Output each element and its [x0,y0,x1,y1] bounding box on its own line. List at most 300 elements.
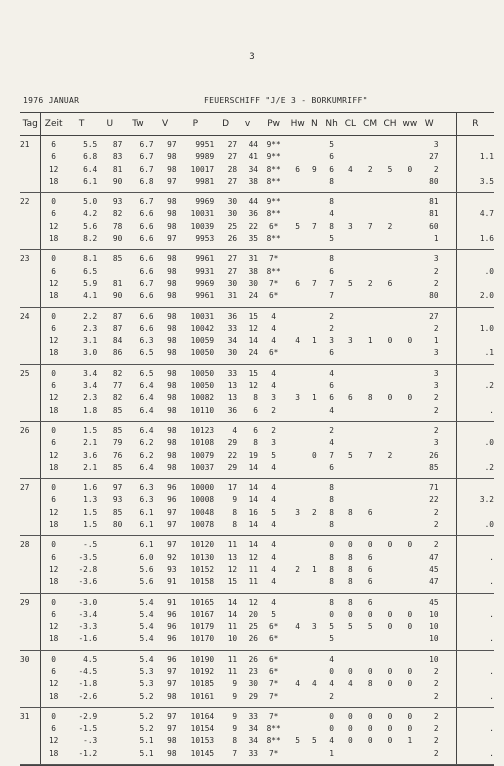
cell-hw [289,633,306,650]
cell-n [306,233,323,250]
cell-tw: 6.7 [139,278,154,288]
cell-hw: 2 [295,564,300,574]
cell-spacer [439,380,457,392]
cell-cm [360,519,380,536]
cell-cm [360,208,380,220]
cell-u: 79 [112,438,123,448]
cell-t: 4.1 [66,290,97,307]
cell-d: 34 [227,336,238,346]
cell-n: 0 [312,450,317,460]
cell-v-speed: 15 [248,311,258,321]
cell-v-speed: 36 [248,209,258,219]
cell-cm [360,421,380,437]
cell-u [97,666,122,678]
cell-cm: 0 [367,724,373,734]
cell-r [456,364,494,380]
cell-v: 98 [167,368,177,378]
cell-u: 97 [112,483,123,493]
cell-tw: 6.6 [139,221,154,231]
cell-ww [400,278,420,290]
cell-ch: 0 [387,540,393,550]
cell-d: 14 [227,597,238,607]
cell-nh: 0 [329,540,334,550]
cell-cm [360,633,380,650]
cell-ww: 0 [407,711,413,721]
cell-hw [289,233,306,250]
cell-u: 82 [112,368,123,378]
cell-r: .1 [456,347,494,364]
cell-ww: 0 [407,336,413,346]
cell-v: 98 [167,438,177,448]
cell-d: 12 [227,564,238,574]
cell-ch: 5 [387,164,393,174]
cell-spacer [439,576,457,593]
cell-tag [20,437,41,449]
cell-hw [289,666,306,678]
cell-pw: 4 [271,311,276,321]
cell-v-speed: 20 [248,609,258,619]
cell-p: 10110 [177,405,215,422]
cell-ww [400,650,420,666]
cell-u [97,707,122,723]
cell-zeit: 0 [41,193,66,209]
cell-spacer [439,364,457,380]
cell-d: 14 [227,609,238,619]
cell-n: 1 [312,336,317,346]
cell-cm [360,462,380,479]
cell-pw: 6* [268,221,279,231]
table-row [20,176,494,193]
cell-v-speed: 12 [248,552,258,562]
cell-ch: 0 [387,736,393,746]
cell-t: 3.4 [83,368,98,378]
cell-zeit: 6 [41,208,66,220]
cell-r: .2 [456,462,494,479]
cell-v: 98 [154,347,177,364]
cell-ww [400,479,420,495]
cell-spacer [439,748,457,765]
cell-t: 8.1 [83,254,98,264]
cell-zeit: 18 [41,519,66,536]
cell-w: 85 [420,462,439,479]
cell-p: 9961 [195,254,215,264]
col-header-v: V [154,113,177,136]
cell-zeit: 0 [41,707,66,723]
cell-cl: 0 [348,711,353,721]
cell-t: 5.9 [83,278,98,288]
cell-tag [20,723,41,735]
cell-u [97,266,122,278]
cell-pw: 4 [271,336,276,346]
cell-u: 81 [112,164,123,174]
cell-cl [340,193,360,209]
cell-v-speed: 11 [237,576,258,593]
cell-cl [340,233,360,250]
cell-d: 33 [227,323,238,333]
cell-ww [400,450,420,462]
cell-tw: 6.5 [139,368,154,378]
cell-v-speed: 44 [248,197,258,207]
cell-zeit: 6 [41,323,66,335]
cell-w: 1 [420,233,439,250]
cell-r: 3.2 [456,494,494,506]
cell-r [456,335,494,347]
cell-v: 98 [167,323,177,333]
cell-hw [289,176,306,193]
cell-n [306,536,323,552]
cell-t: 6.8 [83,152,98,162]
cell-pw: 8** [266,266,281,276]
cell-v: 97 [154,519,177,536]
table-row [20,347,494,364]
cell-pw: 6* [268,666,279,676]
cell-tw: 6.1 [139,540,154,550]
cell-n: 1 [312,393,317,403]
cell-ww [400,364,420,380]
cell-u: 82 [112,393,123,403]
cell-hw [289,576,306,593]
cell-d: 8 [232,736,238,746]
cell-ch [380,250,400,266]
cell-tag: 29 [20,597,30,607]
cell-ww [400,462,420,479]
cell-cl: 0 [348,666,353,676]
cell-t: 1.5 [83,507,98,517]
cell-w: 2 [433,666,439,676]
cell-d: 11 [227,666,238,676]
cell-v: 91 [154,576,177,593]
cell-n [306,666,323,678]
cell-t: 2.2 [83,311,98,321]
cell-t: 6.1 [66,176,97,193]
cell-ch [380,462,400,479]
cell-cl [340,323,360,335]
cell-spacer [439,347,457,364]
cell-w: 27 [429,311,439,321]
cell-cl: 8 [348,564,353,574]
cell-cm: 7 [367,221,373,231]
cell-t: 6.4 [83,164,98,174]
cell-zeit: 18 [41,633,66,650]
cell-cm [360,323,380,335]
cell-p: 10190 [190,654,215,664]
cell-n [306,208,323,220]
table-row [20,748,494,765]
cell-v: 97 [167,507,177,517]
cell-v-speed: 26 [237,633,258,650]
cell-w: 27 [429,152,439,162]
cell-v: 97 [167,679,177,689]
cell-d: 9 [214,691,237,708]
cell-p: 10123 [190,425,215,435]
cell-tw: 5.2 [122,691,153,708]
cell-cm [360,176,380,193]
table-row [20,250,494,266]
cell-cm: 8 [367,393,373,403]
cell-v-speed: 14 [248,495,258,505]
cell-hw [289,519,306,536]
cell-u: 90 [97,290,122,307]
cell-t: -1.8 [78,679,98,689]
cell-r [456,707,494,723]
cell-pw: 8** [266,209,281,219]
ship-title: FEUERSCHIFF "J/E 3 - BORKUMRIFF" [204,96,368,105]
cell-zeit: 6 [41,494,66,506]
table-row [20,552,494,564]
cell-zeit: 12 [41,392,66,404]
cell-d: 11 [227,622,238,632]
cell-pw: 6* [258,347,289,364]
cell-ch [380,364,400,380]
cell-v: 96 [167,495,177,505]
cell-d: 30 [214,347,237,364]
cell-v: 98 [154,748,177,765]
cell-n [306,151,323,163]
cell-d: 30 [227,209,238,219]
cell-ww [400,437,420,449]
cell-tag: 24 [20,311,30,321]
table-row [20,678,494,690]
cell-cm: 6 [367,507,373,517]
cell-spacer [439,151,457,163]
cell-cm [360,650,380,666]
cell-ww: 0 [407,622,413,632]
cell-tag: 30 [20,654,30,664]
cell-zeit: 0 [41,479,66,495]
cell-v-speed: 35 [237,233,258,250]
cell-nh: 8 [329,495,334,505]
cell-v: 96 [154,633,177,650]
cell-cm [360,405,380,422]
cell-ch: 6 [387,278,393,288]
cell-v-speed: 34 [248,736,258,746]
cell-r [456,164,494,176]
cell-n [306,723,323,735]
cell-cm: 6 [360,576,380,593]
cell-w: 47 [420,576,439,593]
cell-pw: 4 [271,323,276,333]
cell-spacer [439,735,457,747]
cell-w: 45 [429,597,439,607]
cell-tag [20,323,41,335]
cell-w: 10 [429,622,439,632]
cell-nh: 8 [323,519,341,536]
cell-w: 60 [429,221,439,231]
col-header-ch: CH [380,113,400,136]
cell-n [306,691,323,708]
col-header-ww: ww [400,113,420,136]
cell-cl [340,266,360,278]
cell-tw: 6.3 [139,495,154,505]
cell-t: -.3 [83,736,98,746]
cell-v: 97 [167,140,177,149]
cell-ww: 0 [407,679,413,689]
cell-u [97,609,122,621]
cell-zeit: 6 [41,552,66,564]
cell-w: 2 [433,736,439,746]
cell-p: 10050 [190,368,215,378]
cell-u: 81 [112,278,123,288]
cell-hw [289,723,306,735]
cell-p: 10161 [177,691,215,708]
cell-tw: 5.2 [139,711,154,721]
cell-nh: 5 [323,233,341,250]
cell-w: 2 [433,724,439,734]
cell-tw: 5.1 [122,748,153,765]
cell-u: 90 [97,176,122,193]
cell-tag: 26 [20,425,30,435]
cell-p: 10031 [190,311,215,321]
cell-v: 96 [167,654,177,664]
cell-ch [380,307,400,323]
cell-r: 3.5 [456,176,494,193]
table-row [20,609,494,621]
cell-u: 93 [112,197,123,207]
cell-w: 81 [429,197,439,207]
cell-spacer [439,564,457,576]
cell-u: 85 [112,425,123,435]
cell-u [97,650,122,666]
cell-tw: 6.7 [139,152,154,162]
table-row [20,364,494,380]
cell-r: . [456,633,494,650]
cell-n [306,479,323,495]
cell-spacer [439,723,457,735]
cell-cm [360,193,380,209]
cell-tag [20,564,41,576]
cell-tag [20,519,41,536]
cell-zeit: 18 [41,576,66,593]
table-row [20,164,494,176]
cell-tw: 6.7 [139,140,154,149]
cell-cm [360,233,380,250]
cell-t: -1.6 [66,633,97,650]
cell-u: 87 [112,323,123,333]
cell-hw [289,323,306,335]
table-row [20,266,494,278]
cell-d: 15 [214,576,237,593]
cell-p: 10130 [190,552,215,562]
cell-n: 9 [312,164,317,174]
cell-v: 97 [154,176,177,193]
cell-spacer [439,552,457,564]
cell-tag [20,233,41,250]
cell-nh: 0 [329,666,334,676]
cell-tw: 6.3 [139,483,154,493]
cell-w: 2 [433,323,439,333]
cell-r: . [456,609,494,621]
cell-ch [380,347,400,364]
cell-zeit: 0 [41,250,66,266]
cell-v: 97 [167,711,177,721]
cell-w: 2 [420,691,439,708]
cell-cm [360,347,380,364]
cell-d: 10 [214,633,237,650]
cell-v: 98 [167,152,177,162]
cell-d: 17 [227,483,238,493]
cell-n: 1 [312,564,317,574]
cell-hw [289,307,306,323]
cell-n [306,421,323,437]
cell-spacer [439,437,457,449]
cell-ww [400,405,420,422]
cell-w: 80 [420,176,439,193]
cell-hw [289,748,306,765]
cell-pw: 7* [268,679,279,689]
cell-p: 10170 [177,633,215,650]
cell-n [306,576,323,593]
cell-u: 85 [97,462,122,479]
cell-n [306,323,323,335]
cell-pw: 2 [258,405,289,422]
cell-tag: 28 [20,540,30,550]
cell-cl [340,380,360,392]
cell-ww [400,421,420,437]
cell-cl: 5 [348,450,353,460]
cell-cm: 0 [367,711,373,721]
cell-w: 2 [433,540,439,550]
cell-ww [400,576,420,593]
cell-v-speed: 31 [248,254,258,264]
cell-pw: 7* [268,278,279,288]
cell-w: 2 [433,679,439,689]
cell-p: 10042 [190,323,215,333]
cell-cl [340,176,360,193]
table-row [20,437,494,449]
cell-hw [289,347,306,364]
cell-u: 83 [112,152,123,162]
cell-p: 10192 [190,666,215,676]
cell-w: 3 [433,368,439,378]
cell-r [456,678,494,690]
cell-cm [360,266,380,278]
cell-pw: 9** [266,152,281,162]
cell-u: 78 [112,221,123,231]
cell-w: 2 [420,405,439,422]
cell-v: 98 [167,425,177,435]
cell-zeit: 18 [41,347,66,364]
year-month: 1976 JANUAR [23,96,80,105]
cell-spacer [439,609,457,621]
cell-nh: 8 [329,483,334,493]
cell-cm [360,250,380,266]
cell-nh: 4 [329,679,334,689]
cell-p: 9969 [195,278,215,288]
cell-tag [20,552,41,564]
cell-p: 10059 [190,336,215,346]
cell-zeit: 6 [41,151,66,163]
cell-p: 10048 [190,507,215,517]
cell-r: . [456,666,494,678]
cell-n [306,307,323,323]
cell-cl [340,494,360,506]
cell-v-speed: 15 [248,368,258,378]
cell-hw [289,380,306,392]
cell-t: 1.5 [83,425,98,435]
cell-r [456,250,494,266]
cell-pw: 8** [266,736,281,746]
cell-spacer [439,221,457,233]
cell-zeit: 18 [41,691,66,708]
cell-nh: 6 [329,152,334,162]
col-header-d: D [214,113,237,136]
cell-cl [340,364,360,380]
cell-hw [289,151,306,163]
cell-w: 2 [433,164,439,174]
cell-hw: 6 [295,164,300,174]
cell-t: 2.1 [66,462,97,479]
cell-v-speed: 38 [248,266,258,276]
